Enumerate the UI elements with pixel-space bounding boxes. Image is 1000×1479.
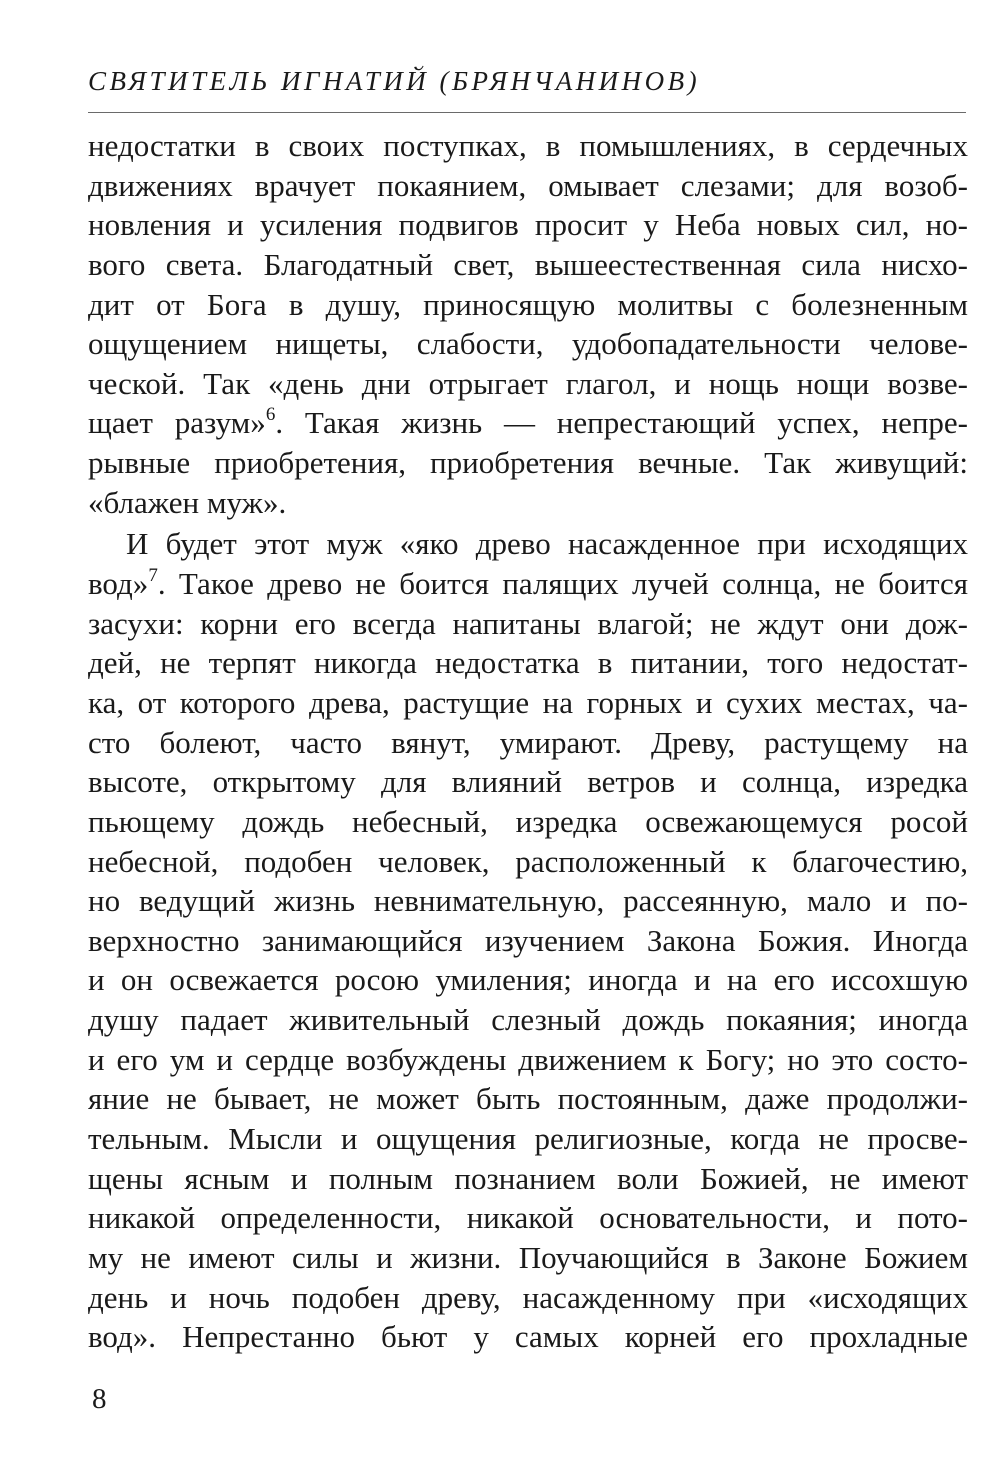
page-number: 8 [92, 1383, 107, 1415]
text-segment: Такая жизнь — непрестающий успех, непре- [304, 405, 969, 441]
footnote-marker: 6 [265, 404, 276, 426]
body-text [88, 126, 968, 1397]
text-line: недостатки в своих поступках, в помышлениях, в сердечных [88, 128, 968, 163]
text-line: ощущением нищеты, слабости, удобопадательности челове- [88, 326, 968, 362]
text-line: движениях врачует покаянием, омывает слезами; для возоб- [88, 167, 968, 203]
running-head: СВЯТИТЕЛЬ ИГНАТИЙ (БРЯНЧАНИНОВ) [88, 66, 701, 96]
text-line: вого света. Благодатный свет, вышеестественная сила нисхо- [88, 246, 968, 282]
text-line: день и ночь подобен древу, насажденному при «исходящих [88, 1279, 968, 1315]
text-line: рывные приобретения, приобретения вечные. Так живущий: [88, 445, 968, 481]
text-line: сто болеют, часто вянут, умирают. Древу, растущему на [88, 724, 968, 760]
text-line: и он освежается росою умиления; иногда и на его иссохшую [88, 962, 968, 998]
text-line: дит от Бога в душу, приносящую молитвы с болезненным [88, 286, 968, 322]
paragraph-1 [88, 126, 968, 522]
text-line: тельным. Мысли и ощущения религиозные, когда не просве- [88, 1121, 968, 1157]
text-line: щает разум»$^6$. Такая жизнь — непрестающий успех, непре- [88, 404, 969, 441]
text-line: вод». Непрестанно бьют у самых корней его прохладные [88, 1319, 968, 1355]
text-line: вод»$^7$. Такое древо не боится палящих лучей солнца, не боится [88, 564, 969, 602]
text-line: засухи: корни его всегда напитаны влагой; не ждут они дож- [88, 605, 968, 641]
text-segment: Такое древо не боится палящих лучей солнца, не боится [178, 566, 969, 602]
text-line: новления и усиления подвигов просит у Неба новых сил, но- [88, 207, 968, 243]
header-rule [88, 112, 966, 113]
text-line: щены ясным и полным познанием воли Божией, не имеют [88, 1160, 968, 1196]
text-line: «блажен муж». [88, 484, 287, 520]
text-line: И будет этот муж «яко древо насажденное при исходящих [126, 526, 968, 562]
text-line [88, 1357, 968, 1397]
text-line: но ведущий жизнь невнимательную, рассеянную, мало и по- [88, 883, 968, 919]
text-line: душу падает живительный слезный дождь покаяния; иногда [88, 1002, 968, 1038]
text-line: ка, от которого древа, растущие на горных и сухих местах, ча- [88, 684, 968, 720]
footnote-marker: 7 [148, 564, 158, 586]
text-line: му не имеют силы и жизни. Поучающийся в Законе Божием [88, 1239, 968, 1275]
text-segment: вод» [88, 566, 149, 602]
text-segment: щает разум» [88, 405, 266, 441]
text-line: пьющему дождь небесный, изредка освежающемуся росой [88, 803, 968, 839]
text-line: никакой определенности, никакой основательности, и пото- [88, 1200, 968, 1236]
text-line: и его ум и сердце возбуждены движением к Богу; но это состо- [88, 1041, 968, 1077]
text-line: высоте, открытому для влияний ветров и солнца, изредка [88, 764, 968, 800]
text-line: небесной, подобен человек, расположенный к благочестию, [88, 843, 968, 879]
text-line: дей, не терпят никогда недостатка в питании, того недостат- [88, 645, 968, 681]
text-line: яние не бывает, не может быть постоянным, даже продолжи- [88, 1081, 968, 1117]
paragraph-2 [88, 524, 968, 1396]
text-line: верхностно занимающийся изучением Закона Божия. Иногда [88, 922, 968, 958]
text-line: ческой. Так «день дни отрыгает глагол, и нощь нощи возве- [88, 365, 968, 401]
